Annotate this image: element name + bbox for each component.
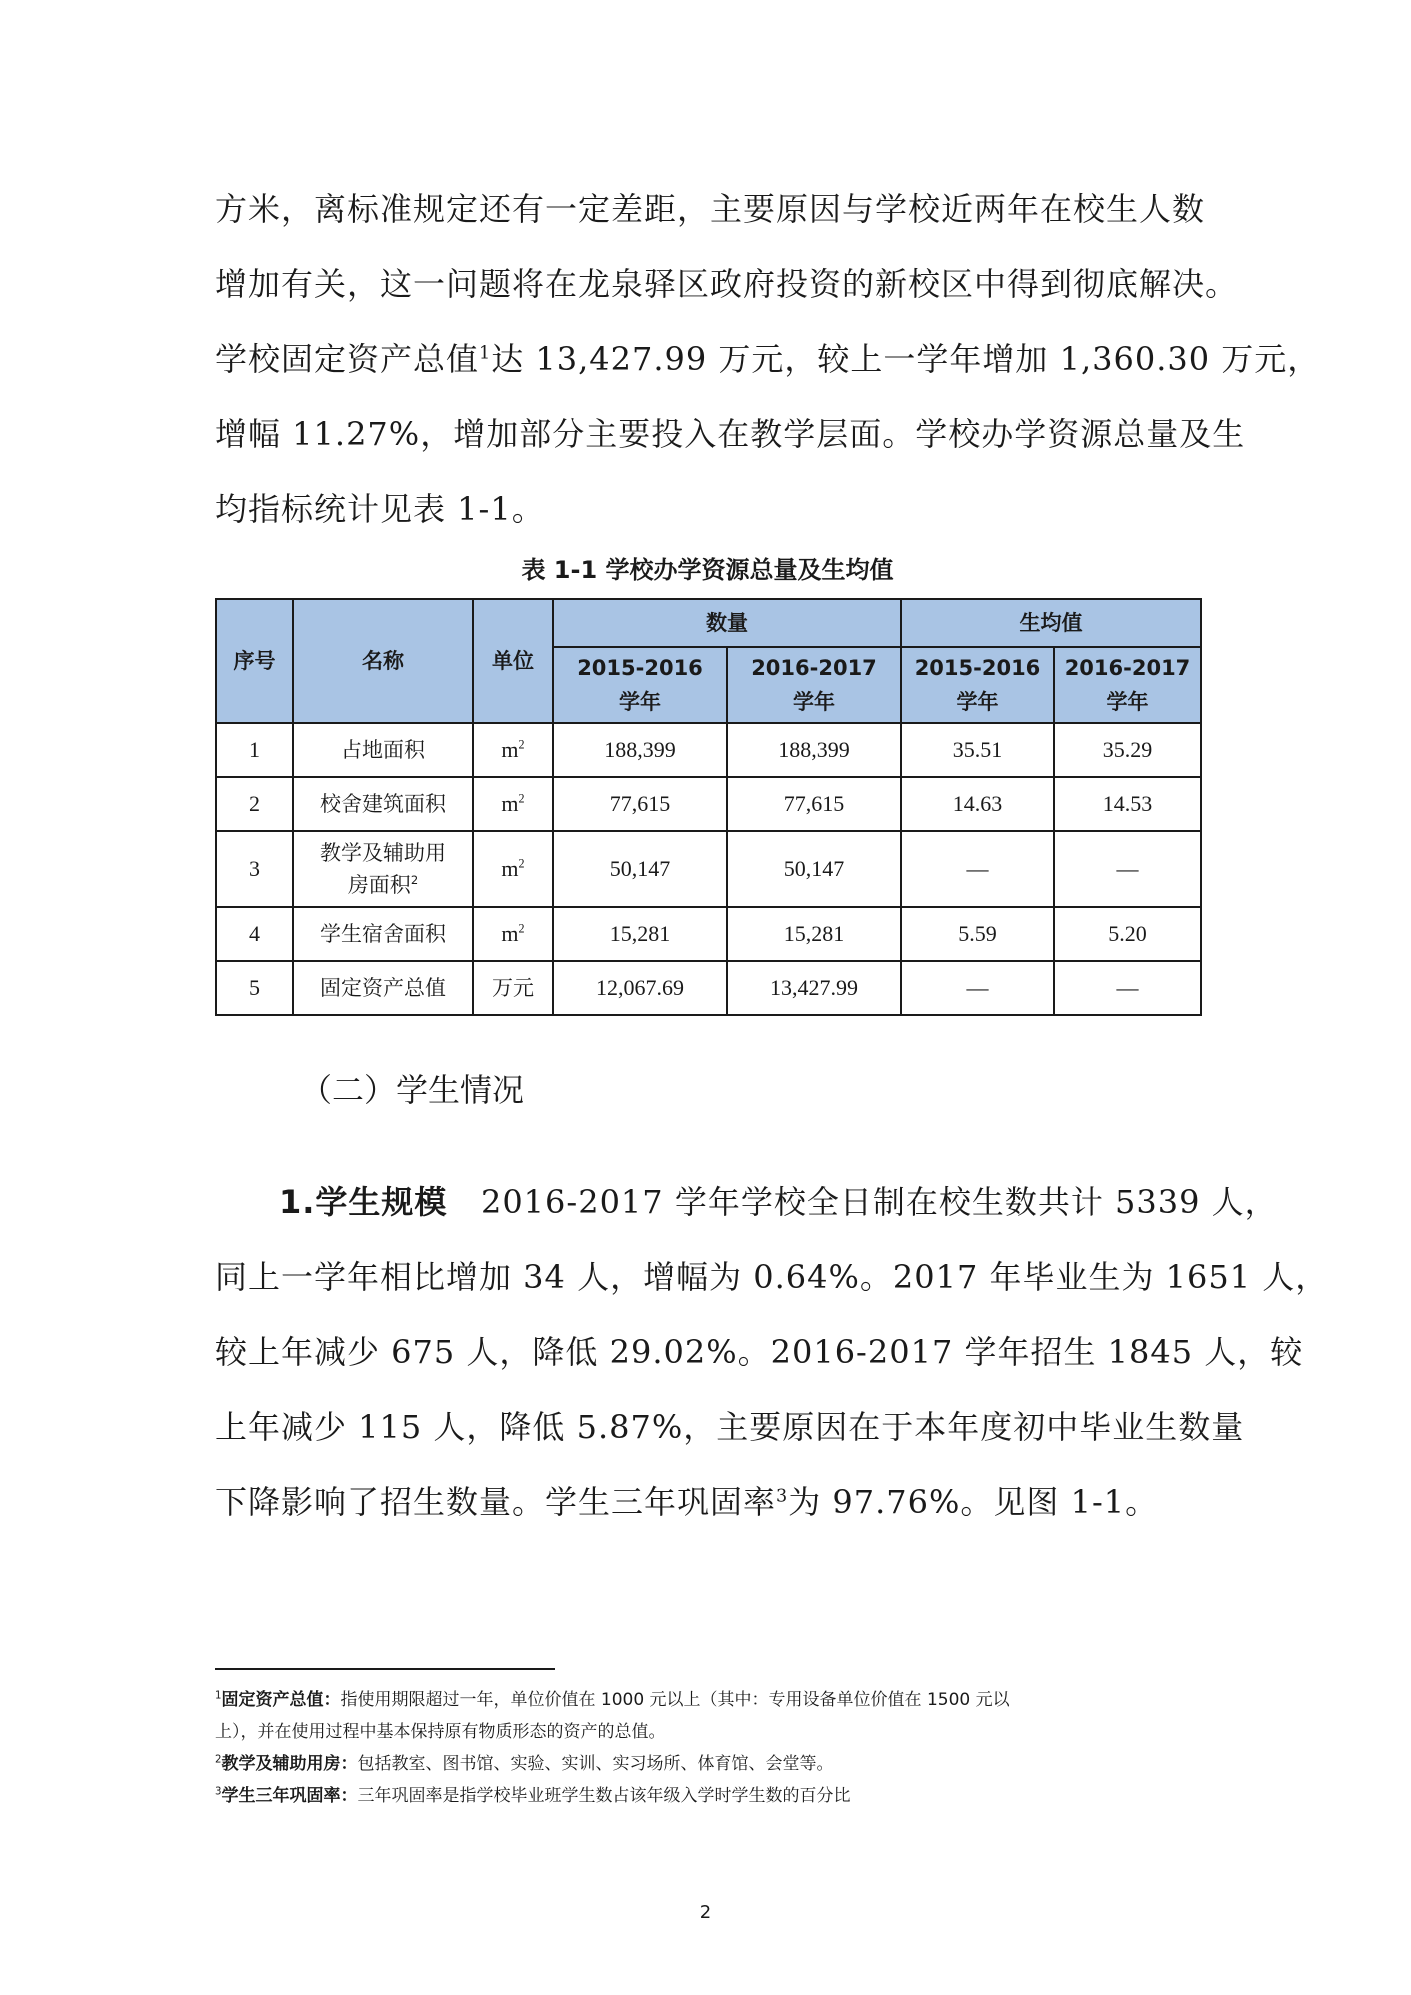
- text-line: 方米，离标准规定还有一定差距，主要原因与学校近两年在校生人数: [215, 190, 1206, 228]
- cell-quantity-2015: 15,281: [553, 907, 727, 961]
- cell-unit: [473, 907, 553, 961]
- footnote-divider: [215, 1668, 555, 1670]
- school-year-label: 学年: [619, 690, 661, 714]
- text-segment: 学校固定资产总值: [215, 340, 480, 378]
- footnote-text: 指使用期限超过一年，单位价值在 1000 元以上（其中：专用设备单位价值在 1500 元以: [340, 1690, 1010, 1710]
- header-name: 名称: [293, 599, 473, 723]
- footnote-term: 学生三年巩固率：: [221, 1786, 358, 1806]
- cell-seq: 4: [216, 907, 293, 961]
- year-label: 2015-2016: [914, 656, 1041, 680]
- text-line: [215, 1465, 1200, 1540]
- cell-seq: 3: [216, 831, 293, 907]
- unit-sup: 2: [518, 856, 525, 871]
- cell-seq: 1: [216, 723, 293, 777]
- text-line: 增幅 11.27%，增加部分主要投入在教学层面。学校办学资源总量及生: [215, 415, 1246, 453]
- cell-quantity-2015: 50,147: [553, 831, 727, 907]
- cell-per-student-2015: 35.51: [901, 723, 1054, 777]
- cell-seq: 5: [216, 961, 293, 1015]
- cell-name: 固定资产总值: [293, 961, 473, 1015]
- year-label: 2016-2017: [1064, 656, 1191, 680]
- cell-unit: [473, 961, 553, 1015]
- cell-per-student-2016: 14.53: [1054, 777, 1201, 831]
- footnote-number: 1: [215, 1690, 222, 1702]
- unit-text: m: [501, 737, 519, 762]
- cell-quantity-2015: 77,615: [553, 777, 727, 831]
- cell-name: 学生宿舍面积: [293, 907, 473, 961]
- name-line: 房面积: [347, 873, 411, 897]
- footnote: [215, 1780, 1200, 1812]
- cell-quantity-2015: 188,399: [553, 723, 727, 777]
- cell-unit: [473, 777, 553, 831]
- resources-table: [215, 598, 1202, 1016]
- cell-per-student-2015: —: [901, 961, 1054, 1015]
- header-unit: 单位: [473, 599, 553, 723]
- cell-per-student-2015: 5.59: [901, 907, 1054, 961]
- header-quantity: 数量: [553, 599, 901, 647]
- year-label: 2016-2017: [751, 656, 877, 680]
- section-heading: （二）学生情况: [300, 1071, 525, 1109]
- lead-heading: 1.学生规模: [279, 1183, 448, 1221]
- cell-per-student-2016: —: [1054, 961, 1201, 1015]
- text-segment: 下降影响了招生数量。学生三年巩固率: [215, 1483, 777, 1521]
- footnotes: [215, 1684, 1200, 1812]
- text-segment: 2016-2017 学年学校全日制在校生数共计 5339 人，: [447, 1183, 1278, 1221]
- header-seq: 序号: [216, 599, 293, 723]
- header-year: [553, 647, 727, 723]
- cell-name: [293, 831, 473, 907]
- cell-quantity-2015: 12,067.69: [553, 961, 727, 1015]
- text-line: 增加有关，这一问题将在龙泉驿区政府投资的新校区中得到彻底解决。: [215, 265, 1239, 303]
- text-line: 均指标统计见表 1-1。: [215, 490, 545, 528]
- name-line: 教学及辅助用: [320, 841, 446, 865]
- paragraph-students: [215, 1165, 1329, 1540]
- cell-unit: [473, 831, 553, 907]
- page-number: 2: [699, 1902, 712, 1923]
- cell-per-student-2015: —: [901, 831, 1054, 907]
- unit-text: m: [501, 921, 519, 946]
- header-year: [901, 647, 1054, 723]
- text-line: [215, 1165, 1278, 1240]
- footnote: [215, 1684, 1200, 1716]
- footnote-ref: 2: [410, 873, 419, 887]
- table-row: [216, 777, 1201, 831]
- footnote-term: 教学及辅助用房：: [221, 1754, 358, 1774]
- table-caption: 表 1-1 学校办学资源总量及生均值: [521, 556, 894, 584]
- unit-text: m: [501, 856, 519, 881]
- cell-per-student-2016: 35.29: [1054, 723, 1201, 777]
- footnote: [215, 1748, 1200, 1780]
- unit-sup: 2: [518, 791, 525, 806]
- unit-sup: 2: [518, 737, 525, 752]
- school-year-label: 学年: [1106, 690, 1149, 714]
- footnote-ref: 3: [776, 1486, 789, 1507]
- unit-text: 万元: [492, 976, 534, 1000]
- text-line: 上年减少 115 人，降低 5.87%，主要原因在于本年度初中毕业生数量: [215, 1408, 1245, 1446]
- footnote-number: 2: [215, 1754, 222, 1766]
- school-year-label: 学年: [956, 690, 999, 714]
- footnote-continuation: 上），并在使用过程中基本保持原有物质形态的资产的总值。: [215, 1722, 666, 1742]
- school-year-label: 学年: [793, 690, 835, 714]
- footnote-number: 3: [215, 1786, 222, 1798]
- cell-seq: 2: [216, 777, 293, 831]
- cell-quantity-2016: 77,615: [727, 777, 901, 831]
- table-row: [216, 831, 1201, 907]
- cell-per-student-2015: 14.63: [901, 777, 1054, 831]
- text-line: [215, 322, 1321, 397]
- footnote-text: 包括教室、图书馆、实验、实训、实习场所、体育馆、会堂等。: [357, 1754, 834, 1774]
- paragraph-resources: [215, 172, 1321, 547]
- year-label: 2015-2016: [577, 656, 703, 680]
- header-per-student: 生均值: [901, 599, 1201, 647]
- table-row: [216, 723, 1201, 777]
- cell-name: 占地面积: [293, 723, 473, 777]
- cell-quantity-2016: 50,147: [727, 831, 901, 907]
- footnote-ref: 1: [479, 343, 492, 364]
- unit-sup: 2: [518, 921, 525, 936]
- cell-per-student-2016: —: [1054, 831, 1201, 907]
- header-year: [727, 647, 901, 723]
- cell-name: 校舍建筑面积: [293, 777, 473, 831]
- cell-quantity-2016: 15,281: [727, 907, 901, 961]
- text-segment: 为 97.76%。见图 1-1。: [788, 1483, 1159, 1521]
- footnote-term: 固定资产总值：: [221, 1690, 341, 1710]
- unit-text: m: [501, 791, 519, 816]
- text-segment: 达 13,427.99 万元，较上一学年增加 1,360.30 万元，: [491, 340, 1321, 378]
- table-row: [216, 907, 1201, 961]
- cell-unit: [473, 723, 553, 777]
- text-line: 同上一学年相比增加 34 人，增幅为 0.64%。2017 年毕业生为 1651 人，: [215, 1258, 1329, 1296]
- cell-quantity-2016: 13,427.99: [727, 961, 901, 1015]
- table-row: [216, 961, 1201, 1015]
- header-year: [1054, 647, 1201, 723]
- text-line: 较上年减少 675 人，降低 29.02%。2016-2017 学年招生 1845 人，较: [215, 1333, 1304, 1371]
- footnote-text: 三年巩固率是指学校毕业班学生数占该年级入学时学生数的百分比: [357, 1786, 851, 1806]
- cell-quantity-2016: 188,399: [727, 723, 901, 777]
- cell-per-student-2016: 5.20: [1054, 907, 1201, 961]
